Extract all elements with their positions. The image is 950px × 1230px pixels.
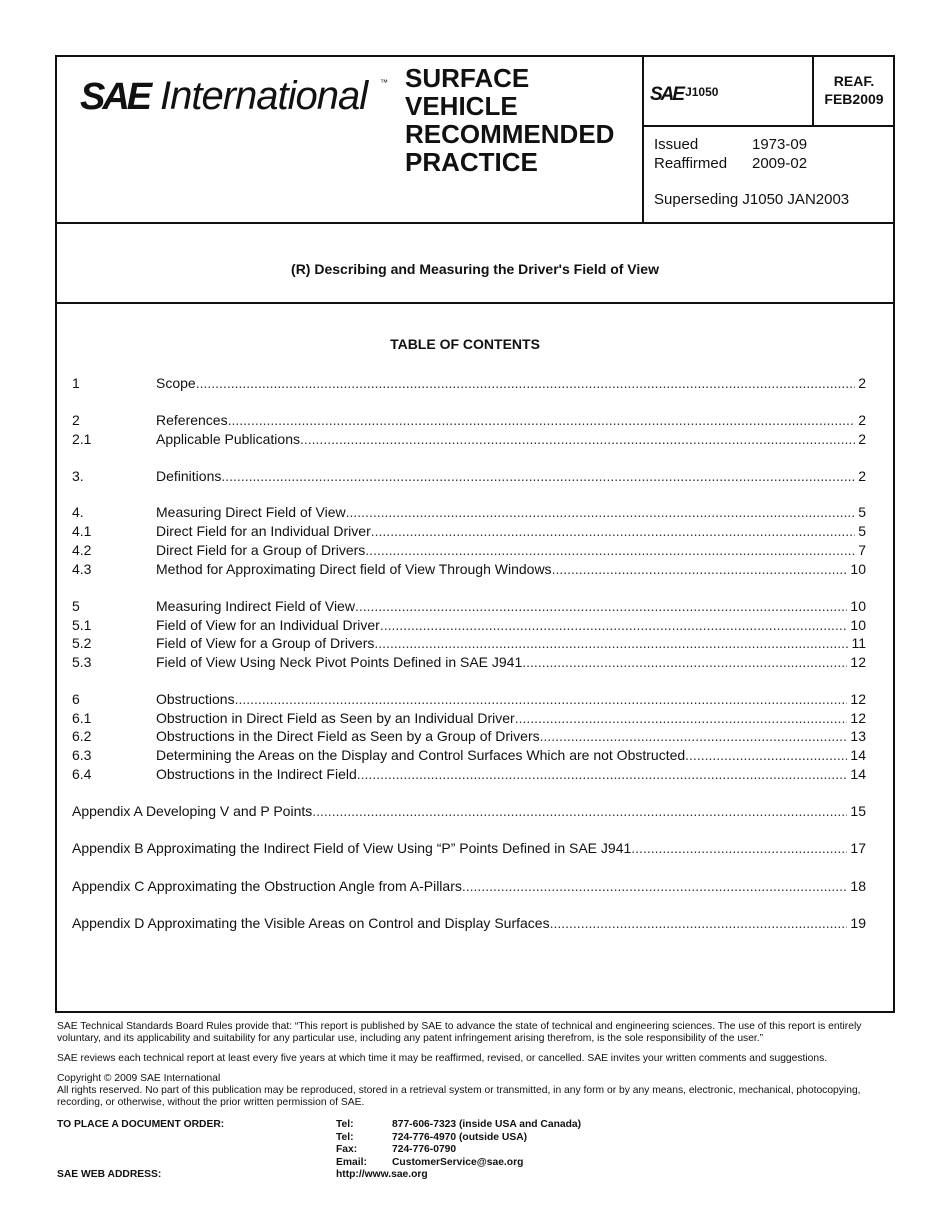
toc-dot-leader [522,653,847,671]
toc-entry[interactable] [72,746,866,764]
toc-entry-number: 5.1 [72,617,92,633]
frame-top [55,55,895,57]
toc-entry-page: 12 [850,654,866,670]
toc-entry-title: Applicable Publications [156,431,300,447]
toc-entry-page: 2 [858,431,866,447]
toc-dot-leader [221,467,855,485]
toc-dot-leader [371,522,855,540]
reaf-date: FEB2009 [824,91,884,107]
toc-entry-title: Obstruction in Direct Field as Seen by an Individual Driver [156,710,515,726]
toc-dot-leader [550,914,848,932]
toc-entry[interactable] [72,765,866,783]
toc-entry-title: Field of View for an Individual Driver [156,617,380,633]
toc-entry-title: References [156,412,228,428]
toc-entry-page: 14 [850,766,866,782]
toc-entry-title: Definitions [156,468,222,484]
order-label: TO PLACE A DOCUMENT ORDER: [57,1119,225,1130]
toc-entry-title: Obstructions [156,691,235,707]
toc-entry-title: Determining the Areas on the Display and Control Surfaces Which are not Obstructed [156,747,686,763]
practice-line: PRACTICE [405,147,538,177]
toc-entry-title: Obstructions in the Direct Field as Seen by a Group of Drivers [156,728,540,744]
contact-values [392,1119,581,1169]
toc-entry[interactable] [72,690,866,708]
toc-entry-page: 7 [858,542,866,558]
toc-dot-leader [631,839,847,857]
frame-right [893,55,895,1013]
toc-entry[interactable] [72,634,866,652]
review-notice: SAE reviews each technical report at least every five years at which time it may be reaffirmed, revised, or cancelled. SAE invites your written comments and suggestions. [57,1053,828,1064]
toc-dot-leader [374,634,848,652]
toc-entry-page: 14 [850,747,866,763]
toc-entry-number: 4.2 [72,542,92,558]
toc-entry-page: 17 [850,840,866,856]
toc-entry-page: 10 [850,561,866,577]
toc-dot-leader [196,374,856,392]
frame-left [55,55,57,1013]
contact-value: 724-776-4970 (outside USA) [392,1131,528,1143]
toc-entry-number: 6.3 [72,747,92,763]
toc-dot-leader [300,430,855,448]
header-divider [55,222,895,224]
toc-entry-number: 2 [72,412,80,428]
toc-entry-page: 5 [858,504,866,520]
toc-entry[interactable] [72,914,866,932]
toc-dot-leader [462,877,848,895]
toc-entry-page: 2 [858,375,866,391]
frame-bottom [55,1011,895,1013]
toc-dot-leader [540,727,848,745]
toc-entry-page: 13 [850,728,866,744]
sae-mini-logo: SAE [650,84,684,105]
toc-entry[interactable] [72,503,866,521]
toc-entry[interactable] [72,560,866,578]
standards-rules: SAE Technical Standards Board Rules provide that: “This report is published by SAE to advance the state of technical and engineering sciences. The use of this report is entirely voluntary, and its applicability and suitability for any particular use, including any patent infringement arising therefrom, is the sole responsibility of the user.” [57,1021,862,1044]
toc-entry-page: 2 [858,468,866,484]
toc-dot-leader [552,560,848,578]
issued-label: Issued [654,136,699,153]
header-horizontal [642,125,895,127]
practice-line: SURFACE [405,63,530,93]
toc-entry-page: 2 [858,412,866,428]
contact-value: 877-606-7323 (inside USA and Canada) [392,1119,582,1130]
contact-label: Email: [336,1156,367,1168]
toc-entry-page: 10 [850,598,866,614]
toc-entry[interactable] [72,541,866,559]
toc-entry-title: Appendix D Approximating the Visible Areas on Control and Display Surfaces [72,915,550,931]
rights-notice: All rights reserved. No part of this publication may be reproduced, stored in a retrieval system or transmitted, in any form or by any means, electronic, mechanical, photocopying, recording, or otherwise, without the prior written permission of SAE. [57,1085,861,1108]
toc-dot-leader [346,503,856,521]
toc-entry[interactable] [72,597,866,615]
contact-email[interactable]: CustomerService@sae.org [392,1156,524,1168]
toc-entry-number: 6.4 [72,766,92,782]
toc-entry[interactable] [72,374,866,392]
toc-entry-number: 4.3 [72,561,92,577]
toc-entry-page: 10 [850,617,866,633]
toc-entry-number: 6.2 [72,728,92,744]
toc-entry-title: Field of View Using Neck Pivot Points Defined in SAE J941 [156,654,523,670]
toc-entry-title: Obstructions in the Indirect Field [156,766,357,782]
toc-dot-leader [380,616,848,634]
toc-entry-title: Direct Field for a Group of Drivers [156,542,366,558]
toc-dot-leader [355,597,847,615]
toc-entry-title: Measuring Direct Field of View [156,504,346,520]
toc-entry[interactable] [72,802,866,820]
toc-entry[interactable] [72,467,866,485]
toc-entry-number: 4. [72,504,84,520]
toc-entry[interactable] [72,616,866,634]
toc-entry[interactable] [72,727,866,745]
toc-entry-number: 5 [72,598,80,614]
toc-entry[interactable] [72,877,866,895]
toc-entry-page: 12 [850,691,866,707]
practice-line: RECOMMENDED [405,119,615,149]
toc-entry-title: Appendix C Approximating the Obstruction Angle from A-Pillars [72,878,462,894]
toc-entry-page: 18 [850,878,866,894]
toc-entry[interactable] [72,653,866,671]
toc-entry-number: 1 [72,375,80,391]
toc-entry-title: Appendix B Approximating the Indirect Field of View Using “P” Points Defined in SAE J941 [72,840,632,856]
logo-tm: ™ [380,78,388,87]
reaffirmation-box [814,72,894,108]
toc-entry-page: 12 [850,710,866,726]
toc-dot-leader [685,746,847,764]
toc-entry-number: 6 [72,691,80,707]
toc-entry-page: 15 [850,803,866,819]
practice-line: VEHICLE [405,91,518,121]
issued-value: 1973-09 [752,136,808,153]
logo-text: International [160,74,368,118]
document-title: (R) Describing and Measuring the Driver's Field of View [291,261,659,277]
toc-entry-page: 19 [850,915,866,931]
web-label: SAE WEB ADDRESS: [57,1169,162,1180]
contact-label: Tel: [336,1119,354,1130]
toc-dot-leader [357,765,848,783]
superseding: Superseding J1050 JAN2003 [654,191,850,208]
toc-entry-page: 5 [858,523,866,539]
contact-label: Fax: [336,1144,358,1155]
toc-entry[interactable] [72,839,866,857]
toc-dot-leader [515,709,848,727]
toc-entry-title: Field of View for a Group of Drivers [156,635,375,651]
reaffirmed-value: 2009-02 [752,155,808,172]
toc-entry-number: 4.1 [72,523,92,539]
toc-entry-number: 6.1 [72,710,92,726]
contact-value: 724-776-0790 [392,1144,457,1155]
toc-entry-number: 5.3 [72,654,92,670]
issue-dates [654,135,807,173]
copyright: Copyright © 2009 SAE International [57,1073,221,1084]
toc-entry-title: Scope [156,375,196,391]
toc-entry[interactable] [72,430,866,448]
toc-entry[interactable] [72,411,866,429]
toc-entry-page: 11 [851,635,866,651]
toc-entry-title: Measuring Indirect Field of View [156,598,355,614]
title-divider [55,302,895,304]
toc-dot-leader [235,690,848,708]
toc-entry[interactable] [72,522,866,540]
toc-entry-title: Direct Field for an Individual Driver [156,523,371,539]
toc-heading: TABLE OF CONTENTS [390,336,540,352]
doc-number: J1050 [685,85,719,99]
toc-dot-leader [365,541,855,559]
toc-dot-leader [312,802,847,820]
document-type [405,64,614,176]
header-vertical-1 [642,55,644,223]
toc-entry[interactable] [72,709,866,727]
toc-entry-title: Appendix A Developing V and P Points [72,803,313,819]
contact-label: Tel: [336,1131,354,1143]
toc-entry-number: 2.1 [72,431,92,447]
reaffirmed-label: Reaffirmed [654,155,728,172]
web-address[interactable]: http://www.sae.org [336,1169,428,1180]
logo-mark: SAE [80,76,150,118]
document-number [650,84,719,106]
toc-entry-title: Method for Approximating Direct field of View Through Windows [156,561,552,577]
toc-entry-number: 5.2 [72,635,92,651]
toc-entry-number: 3. [72,468,84,484]
toc-dot-leader [228,411,856,429]
reaf-label: REAF. [833,73,875,89]
